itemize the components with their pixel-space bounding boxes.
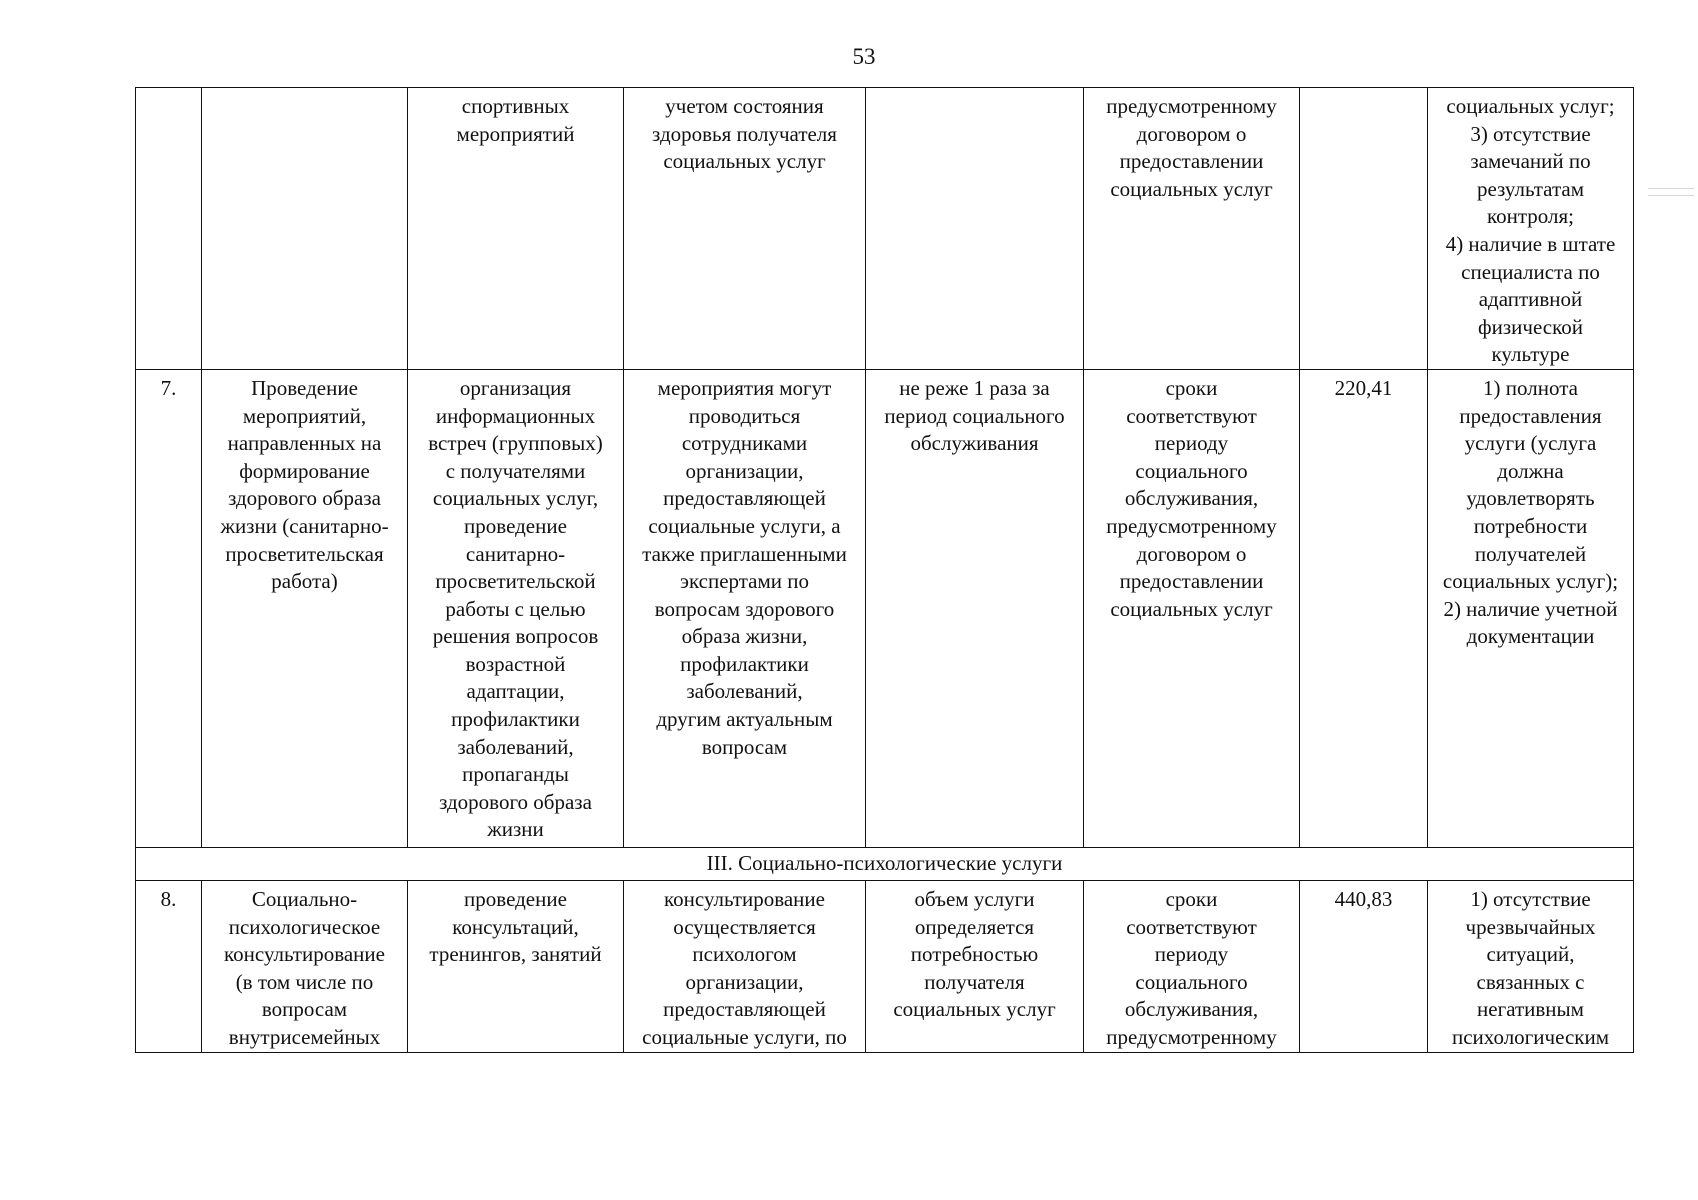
section-row bbox=[136, 847, 1634, 880]
service-terms-cell: сроки соответствуют периоду социального обслуживания, предусмотренному договором о предоставлении социальных услуг bbox=[1084, 369, 1300, 847]
scan-artifact bbox=[1648, 182, 1694, 212]
service-name-cell: Социально- психологическое консультирование (в том числе по вопросам внутрисемейных bbox=[202, 880, 408, 1052]
service-frequency-cell: объем услуги определяется потребностью получателя социальных услуг bbox=[866, 880, 1084, 1052]
service-content-cell: спортивных мероприятий bbox=[408, 88, 624, 370]
row-number-cell: 7. bbox=[136, 369, 202, 847]
service-terms-cell: сроки соответствуют периоду социального обслуживания, предусмотренному bbox=[1084, 880, 1300, 1052]
service-content-cell: организация информационных встреч (групповых) с получателями социальных услуг, проведение санитарно- просветительской работы с целью решения вопросов возрастной адаптации, профилактики заболеваний, пропаганды здорового образа жизни bbox=[408, 369, 624, 847]
row-number-cell: 8. bbox=[136, 880, 202, 1052]
service-price-cell: 220,41 bbox=[1300, 369, 1428, 847]
table-row bbox=[136, 880, 1634, 1052]
table-row bbox=[136, 88, 1634, 370]
service-price-cell bbox=[1300, 88, 1428, 370]
service-conditions-cell: консультирование осуществляется психологом организации, предоставляющей социальные услуги, по bbox=[624, 880, 866, 1052]
service-name-cell bbox=[202, 88, 408, 370]
service-conditions-cell: мероприятия могут проводиться сотрудниками организации, предоставляющей социальные услуги, а также приглашенными экспертами по вопросам здорового образа жизни, профилактики заболеваний, другим актуальным вопросам bbox=[624, 369, 866, 847]
service-name-cell: Проведение мероприятий, направленных на формирование здорового образа жизни (санитарно- просветительская работа) bbox=[202, 369, 408, 847]
service-price-cell: 440,83 bbox=[1300, 880, 1428, 1052]
service-frequency-cell bbox=[866, 88, 1084, 370]
service-content-cell: проведение консультаций, тренингов, занятий bbox=[408, 880, 624, 1052]
service-quality-cell: 1) полнота предоставления услуги (услуга должна удовлетворять потребности получателей социальных услуг); 2) наличие учетной документации bbox=[1428, 369, 1634, 847]
service-conditions-cell: учетом состояния здоровья получателя социальных услуг bbox=[624, 88, 866, 370]
service-frequency-cell: не реже 1 раза за период социального обслуживания bbox=[866, 369, 1084, 847]
page-number: 53 bbox=[852, 44, 876, 69]
section-heading: III. Социально-психологические услуги bbox=[136, 847, 1634, 880]
services-table bbox=[135, 87, 1634, 1053]
service-quality-cell: 1) отсутствие чрезвычайных ситуаций, связанных с негативным психологическим bbox=[1428, 880, 1634, 1052]
service-quality-cell: социальных услуг; 3) отсутствие замечаний по результатам контроля; 4) наличие в штате специалиста по адаптивной физической культуре bbox=[1428, 88, 1634, 370]
service-terms-cell: предусмотренному договором о предоставлении социальных услуг bbox=[1084, 88, 1300, 370]
row-number-cell bbox=[136, 88, 202, 370]
table-row bbox=[136, 369, 1634, 847]
